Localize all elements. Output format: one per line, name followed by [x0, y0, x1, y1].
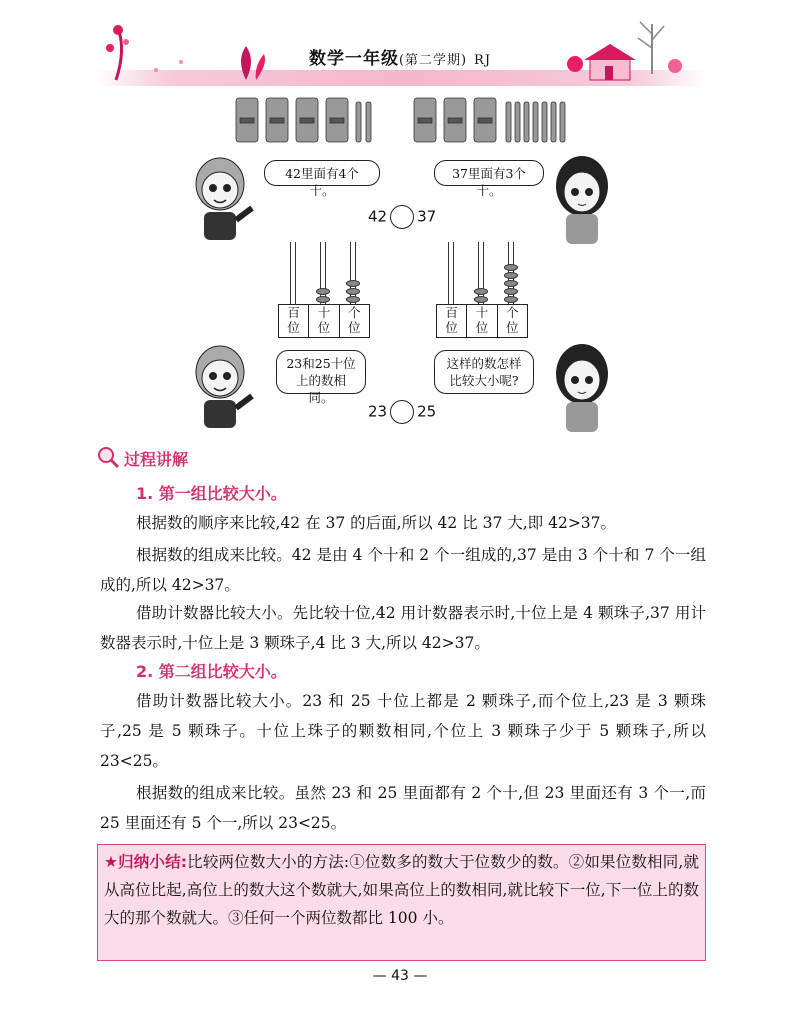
- girl-character-icon: [548, 150, 618, 250]
- part1-paragraph-1: 根据数的顺序来比较,42 在 37 的后面,所以 42 比 37 大,即 42>37。: [136, 514, 617, 532]
- boy-character-icon: [186, 338, 266, 438]
- boy-speech-bubble-1: 42里面有4个十。: [264, 160, 380, 186]
- abacus-rod: [290, 242, 296, 304]
- abacus-rod: [448, 242, 454, 304]
- comparison-left-number: 42: [368, 207, 388, 226]
- book-title: 数学一年级: [308, 49, 399, 69]
- comparison-right-number: 25: [417, 402, 437, 421]
- girl-character-icon: [548, 338, 618, 438]
- summary-box: [97, 844, 706, 961]
- part1-paragraph-2: 根据数的组成来比较。42 是由 4 个十和 2 个一组成的,37 是由 3 个十和 7 个一组成的,所以 42>37。: [100, 546, 706, 594]
- part2-paragraph-1: 借助计数器比较大小。23 和 25 十位上都是 2 颗珠子,而个位上,23 是 3 颗珠子,25 是 5 颗珠子。十位上珠子的颗数相同,个位上 3 颗珠子少于 5 颗珠子,所以 23<25。: [100, 692, 706, 770]
- comparison-42-37: [368, 205, 436, 229]
- comparison-circle[interactable]: [390, 205, 414, 229]
- comparison-circle[interactable]: [390, 400, 414, 424]
- abacus-frame: 百 位 十 位 个 位: [278, 304, 370, 338]
- bundles-42-image: [232, 96, 382, 146]
- section-heading: 过程讲解: [124, 450, 189, 469]
- boy-character-icon: [186, 150, 266, 250]
- part2-title: 2. 第二组比较大小。: [136, 662, 287, 681]
- bundles-37-image: [410, 96, 580, 146]
- book-subtitle: (第二学期): [398, 53, 468, 68]
- boy-speech-bubble-2: 23和25十位上的数相同。: [276, 350, 366, 394]
- abacus-frame: 百 位 十 位 个 位: [436, 304, 528, 338]
- girl-speech-bubble-1: 37里面有3个十。: [434, 160, 544, 186]
- comparison-right-number: 37: [417, 207, 437, 226]
- page-number: — 43 —: [372, 968, 428, 984]
- abacus-25: [436, 242, 528, 338]
- abacus-23: [278, 242, 370, 338]
- summary-text: 比较两位数大小的方法:①位数多的数大于位数少的数。②如果位数相同,就从高位比起,高位上的数大这个数就大,如果高位上的数相同,就比较下一位,下一位上的数大的那个数就大。③任何一个两位数都比 100 小。: [104, 853, 699, 927]
- comparison-23-25: [368, 400, 436, 424]
- part1-title: 1. 第一组比较大小。: [136, 484, 287, 503]
- book-edition: RJ: [474, 53, 492, 68]
- header-title: [0, 44, 800, 69]
- part1-paragraph-3: 借助计数器比较大小。先比较十位,42 用计数器表示时,十位上是 4 颗珠子,37 用计数器表示时,十位上是 3 颗珠子,4 比 3 大,所以 42>37。: [100, 604, 706, 652]
- summary-label: ★归纳小结:: [104, 853, 187, 871]
- girl-speech-bubble-2: 这样的数怎样比较大小呢?: [434, 350, 534, 394]
- magnifier-icon: [97, 446, 121, 470]
- part2-paragraph-2: 根据数的组成来比较。虽然 23 和 25 里面都有 2 个十,但 23 里面还有 3 个一,而 25 里面还有 5 个一,所以 23<25。: [100, 784, 706, 832]
- comparison-left-number: 23: [368, 402, 388, 421]
- page-header: [0, 0, 800, 95]
